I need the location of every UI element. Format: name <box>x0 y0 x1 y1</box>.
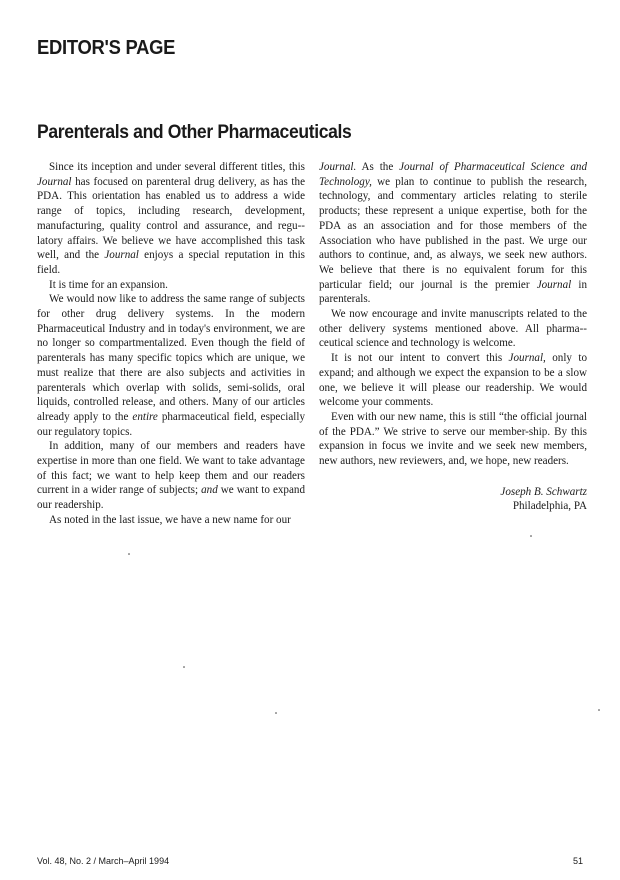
article-title: Parenterals and Other Pharmaceuticals <box>37 121 352 143</box>
issue-info: Vol. 48, No. 2 / March–April 1994 <box>37 856 170 866</box>
scan-speck <box>530 535 532 537</box>
right-column <box>319 160 587 514</box>
paragraph: Since its inception and under several different titles, this Journal has focused on parenteral drug delivery, as has the PDA. This orientation has enabled us to address a wide range of topics, including research, development, manufacturing, quality control and assurance, and regu-latory affairs. We believe we have accomplished this task well, and the Journal enjoys a special reputation in this field. <box>37 161 306 276</box>
paragraph: As noted in the last issue, we have a new name for our <box>49 513 291 526</box>
scan-speck <box>598 709 600 711</box>
paragraph: We would now like to address the same range of subjects for other drug delivery systems. In the modern Pharmaceutical Industry and in today's environment, we are no longer so compartmentalized. Even though the field of parenterals has many specific topics which are unique, we must realize that there are also subjects and activities in parenterals which overlap with solids, semi-solids, oral liquids, controlled release, and others. Many of our articles already apply to the entire pharmaceutical field, especially our regulatory topics. <box>37 293 305 438</box>
left-column <box>37 160 305 528</box>
scan-speck <box>183 666 185 668</box>
paragraph: Even with our new name, this is still “the official journal of the PDA.” We strive to serve our member-ship. By this expansion in focus we invite and we seek new members, new authors, new reviewers, and, we hope, new readers. <box>319 410 587 468</box>
scan-speck <box>128 553 130 555</box>
paragraph: Journal. As the Journal of Pharmaceutical Science and Technology, we plan to continue to publish the research, technology, and commentary articles relating to sterile products; these represent a unique expertise, both for the PDA as an association and for those members of the Association who have published in the past. We urge our authors to continue, and, as always, we seek new authors. We believe that there is no equivalent forum for this particular field; our journal is the premier Journal in parenterals. <box>319 161 587 306</box>
scan-speck <box>275 712 277 714</box>
page-number: 51 <box>572 856 583 866</box>
author-location: Philadelphia, PA <box>512 500 587 513</box>
paragraph: It is time for an expansion. <box>49 278 168 291</box>
paragraph: In addition, many of our members and readers have expertise in more than one field. We want to take advantage of this fact; we want to help keep them and our readers current in a wider range of subjects; and we want to expand our readership. <box>37 440 305 512</box>
signature-block <box>319 485 587 514</box>
paragraph: It is not our intent to convert this Journal, only to expand; and although we expect the expansion to be a slow one, we believe it will please our readership. We would welcome your comments. <box>319 352 587 409</box>
section-heading: EDITOR'S PAGE <box>37 37 176 59</box>
paragraph: We now encourage and invite manuscripts related to the other delivery systems mentioned above. All pharma-ceutical science and technology is welcome. <box>319 308 587 350</box>
author-name: Joseph B. Schwartz <box>500 485 587 498</box>
